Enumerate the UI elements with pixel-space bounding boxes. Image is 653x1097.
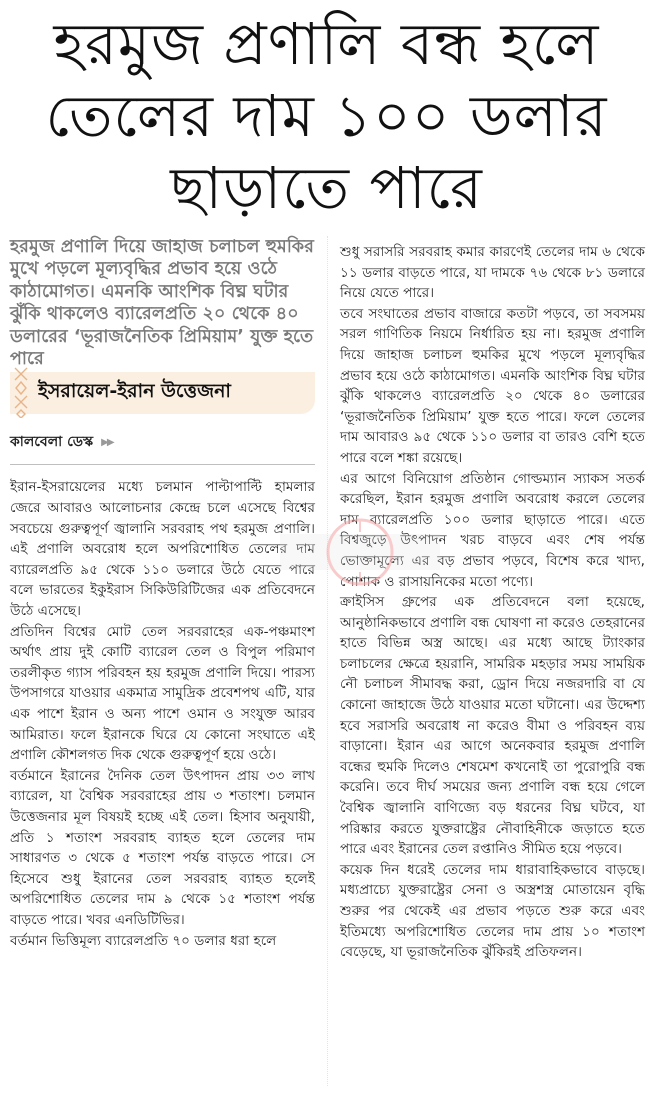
byline (10, 430, 315, 465)
paragraph: কয়েক দিন ধরেই তেলের দাম ধারাবাহিকভাবে বাড়ছে। মধ্যপ্রাচ্যে যুক্তরাষ্ট্রের সেনা ও অস্ত্রশস্ত্র মোতায়েন বৃদ্ধি শুরুর পর থেকেই এর প্রভাব পড়তে শুরু করে এবং ইতিমধ্যে অপরিশোধিত তেলের দাম প্রায় ১০ শতাংশ বেড়েছে, যা ভূরাজনৈতিক ঝুঁকিরই প্রতিফলন। (340, 861, 645, 961)
left-column (10, 236, 315, 951)
topic-tag (10, 372, 315, 414)
column-divider (327, 236, 328, 1086)
deck-summary: হরমুজ প্রণালি দিয়ে জাহাজ চলাচল হুমকির মুখে পড়লে মূল্যবৃদ্ধির প্রভাব হয়ে ওঠে কাঠামোগত। এমনকি আংশিক বিঘ্ন ঘটার ঝুঁকি থাকলেও ব্যারেলপ্রতি ২০ থেকে ৪০ ডলারের ‘ভূরাজনৈতিক প্রিমিয়াম’ যুক্ত হতে পারে (10, 237, 314, 370)
headline (0, 8, 653, 224)
paragraph: ক্রাইসিস গ্রুপের এক প্রতিবেদনে বলা হয়েছে, আনুষ্ঠানিকভাবে প্রণালি বন্ধ ঘোষণা না করেও তেহরানের হাতে বিভিন্ন অস্ত্র আছে। এর মধ্যে আছে ট্যাংকার চলাচলের ক্ষেত্রে হয়রানি, সামরিক মহড়ার সময় সাময়িক নৌ চলাচল সীমাবদ্ধ করা, ড্রোন দিয়ে নজরদারি বা যে কোনো জাহাজে উঠে যাওয়ার মতো ঘটানো। এর উদ্দেশ্য হবে সরাসরি অবরোধ না করেও বীমা ও পরিবহন ব্যয় বাড়ানো। ইরান এর আগে অনেকবার হরমুজ প্রণালি বন্ধের হুমকি দিলেও শেষমেশ কখনোই তা পুরোপুরি বন্ধ করেনি। তবে দীর্ঘ সময়ের জন্য প্রণালি বন্ধ হয়ে গেলে বৈশ্বিক জ্বালানি বাণিজ্যে বড় ধরনের বিঘ্ন ঘটবে, যা পরিষ্কার করতে যুক্তরাষ্ট্রের নৌবাহিনীকে জড়াতে হতে পারে এবং ইরানের তেল রপ্তানিও সীমিত হয়ে পড়বে। (340, 594, 645, 858)
diamond-ornament-icon (14, 366, 28, 418)
article-body-left (10, 477, 315, 951)
headline-line-2: তেলের দাম ১০০ ডলার (45, 82, 608, 150)
right-column (340, 242, 645, 963)
article-body-right (340, 242, 645, 963)
headline-line-1: হরমুজ প্রণালি বন্ধ হলে (53, 10, 600, 78)
byline-label: কালবেলা ডেস্ক (10, 434, 94, 451)
paragraph: তবে সংঘাতের প্রভাব বাজারে কতটা পড়বে, তা সবসময় সরল গাণিতিক নিয়মে নির্ধারিত হয় না। হরমুজ প্রণালি দিয়ে জাহাজ চলাচল হুমকির মুখে পড়লে মূল্যবৃদ্ধির প্রভাব হয়ে ওঠে কাঠামোগত। এমনকি আংশিক বিঘ্ন ঘটার ঝুঁকি থাকলেও ব্যারেলপ্রতি ২০ থেকে ৪০ ডলারের ‘ভূরাজনৈতিক প্রিমিয়াম’ যুক্ত হতে পারে। ফলে তেলের দাম আবারও ৯৫ থেকে ১১০ ডলার বা তারও বেশি হতে পারে বলে শঙ্কা রয়েছে। (340, 305, 645, 466)
paragraph: শুধু সরাসরি সরবরাহ কমার কারণেই তেলের দাম ৬ থেকে ১১ ডলার বাড়তে পারে, যা দামকে ৭৬ থেকে ৮১ ডলারে নিয়ে যেতে পারে। (340, 244, 645, 302)
topic-tag-label: ইসরায়েল-ইরান উত্তেজনা (38, 380, 231, 403)
paragraph: বর্তমান ভিত্তিমূল্য ব্যারেলপ্রতি ৭০ ডলার ধরা হলে (10, 932, 277, 949)
double-chevron-right-icon: ▶▶ (101, 436, 113, 448)
paragraph: বর্তমানে ইরানের দৈনিক তেল উৎপাদন প্রায় ৩৩ লাখ ব্যারেল, যা বৈশ্বিক সরবরাহের প্রায় ৩ শতাংশ। চলমান উত্তেজনার মূল বিষয়ই হচ্ছে এই তেল। হিসাব অনুযায়ী, প্রতি ১ শতাংশ সরবরাহ ব্যাহত হলে তেলের দাম সাধারণত ৩ থেকে ৫ শতাংশ পর্যন্ত বাড়তে পারে। সে হিসেবে শুধু ইরানের তেল সরবরাহ ব্যাহত হলেই অপরিশোধিত তেলের দাম ৯ থেকে ১৫ শতাংশ পর্যন্ত বাড়তে পারে। খবর এনডিটিভির। (10, 767, 315, 928)
paragraph: ইরান-ইসরায়েলের মধ্যে চলমান পাল্টাপাল্টি হামলার জেরে আবারও আলোচনার কেন্দ্রে চলে এসেছে বিশ্বের সবচেয়ে গুরুত্বপূর্ণ জ্বালানি সরবরাহ পথ হরমুজ প্রণালি। এই প্রণালি অবরোধ হলে অপরিশোধিত তেলের দাম ব্যারেলপ্রতি ৯৫ থেকে ১১০ ডলারে উঠে যেতে পারে বলে ভারতের ইকুইরাস সিকিউরিটিজের এক প্রতিবেদনে উঠে এসেছে। (10, 479, 315, 619)
paragraph: প্রতিদিন বিশ্বের মোট তেল সরবরাহের এক-পঞ্চমাংশ অর্থাৎ প্রায় দুই কোটি ব্যারেল তেল ও বিপুল পরিমাণ তরলীকৃত গ্যাস পরিবহন হয় হরমুজ প্রণালি দিয়ে। পারস্য উপসাগরে যাওয়ার একমাত্র সামুদ্রিক প্রবেশপথ এটি, যার এক পাশে ইরান ও অন্য পাশে ওমান ও সংযুক্ত আরব আমিরাত। ফলে ইরানকে ঘিরে যে কোনো সংঘাতে এই প্রণালি কৌশলগত দিক থেকে গুরুত্বপূর্ণ হয়ে ওঠে। (10, 623, 315, 764)
paragraph: এর আগে বিনিয়োগ প্রতিষ্ঠান গোল্ডম্যান স্যাকস সতর্ক করেছিল, ইরান হরমুজ প্রণালি অবরোধ করলে তেলের দাম ব্যারেলপ্রতি ১০০ ডলার ছাড়াতে পারে। এতে বিশ্বজুড়ে উৎপাদন খরচ বাড়বে এবং শেষ পর্যন্ত ভোক্তামূল্যে এর বড় প্রভাব পড়বে, বিশেষ করে খাদ্য, পোশাক ও রাসায়নিকের মতো পণ্যে। (340, 470, 645, 590)
headline-line-3: ছাড়াতে পারে (170, 154, 483, 222)
